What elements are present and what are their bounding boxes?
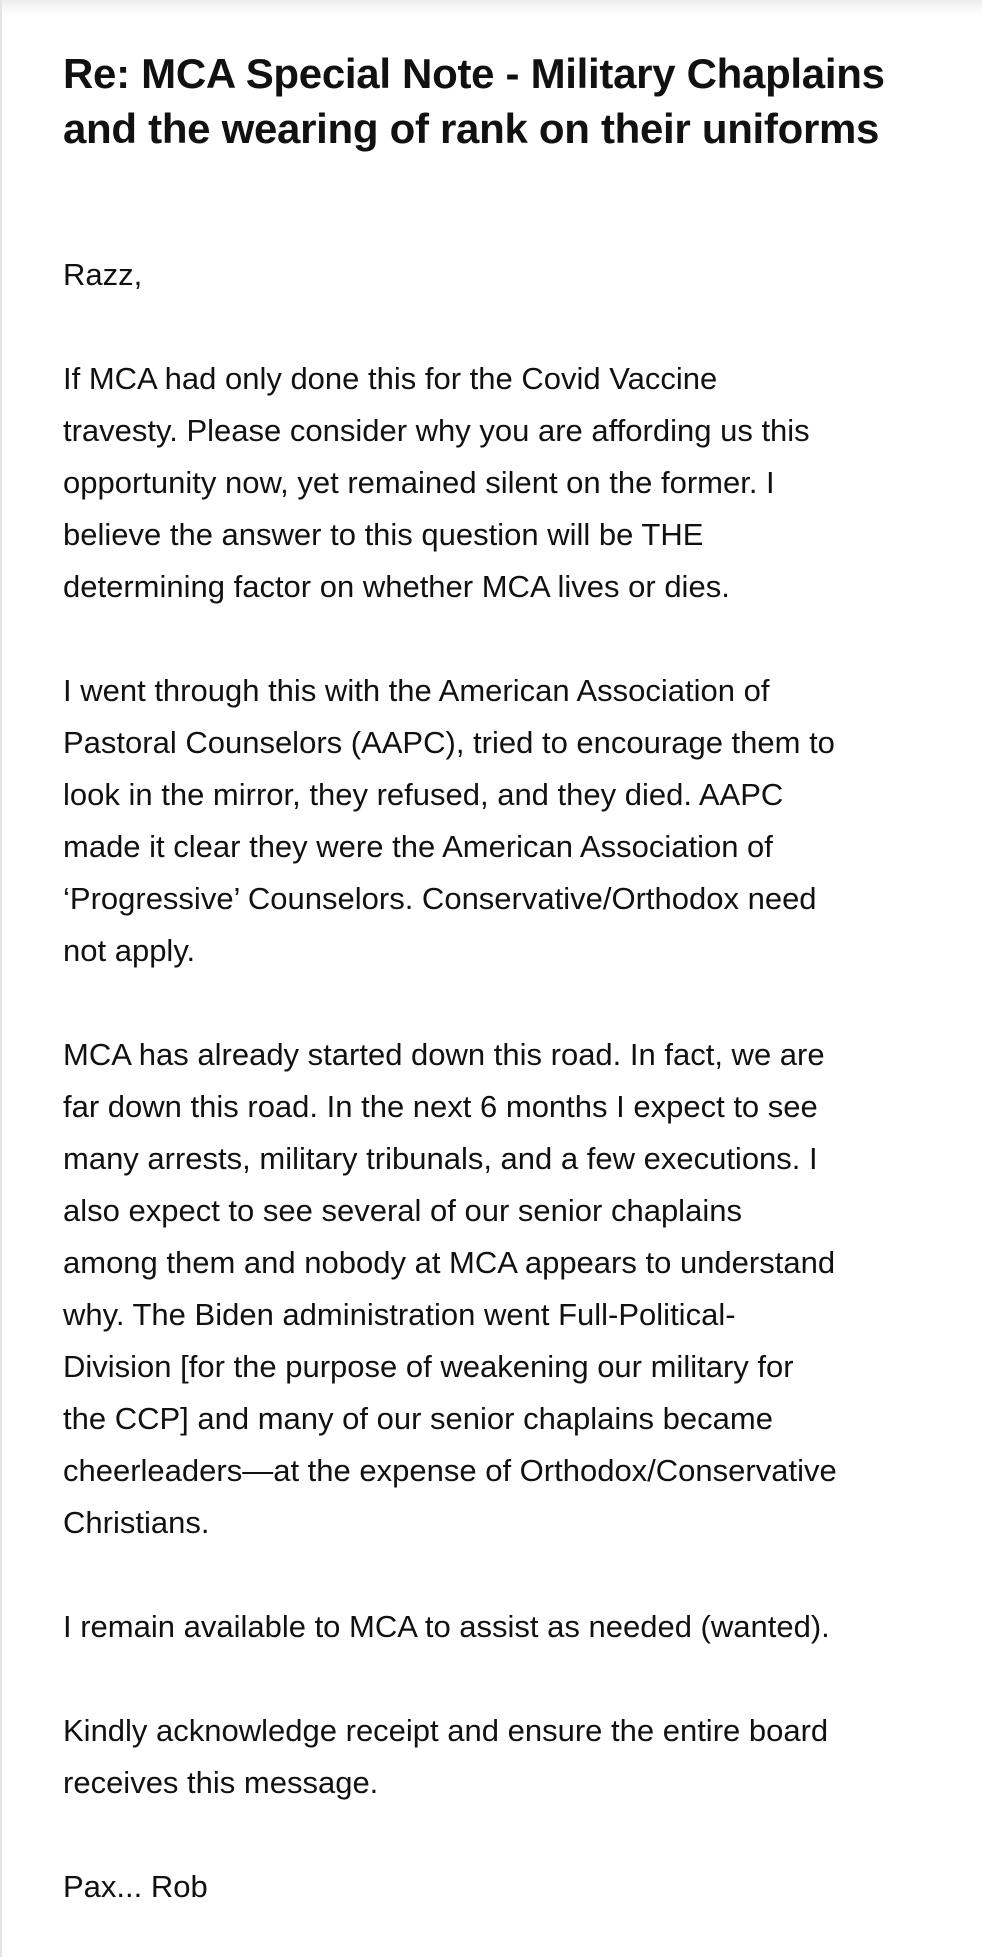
email-message [63,46,933,1913]
email-subject: Re: MCA Special Note - Military Chaplains and the wearing of rank on their uniforms [63,50,885,152]
email-paragraph-4: I remain available to MCA to assist as needed (wanted). [63,1609,830,1644]
left-divider [0,0,2,1957]
email-signoff: Pax... Rob [63,1869,208,1904]
email-paragraph-1: If MCA had only done this for the Covid Vaccine travesty. Please consider why you are affording us this opportunity now, yet remained silent on the former. I believe the answer to this question will be THE determining factor on whether MCA lives or dies. [63,361,810,604]
email-paragraph-5: Kindly acknowledge receipt and ensure the entire board receives this message. [63,1713,829,1800]
email-paragraph-3: MCA has already started down this road. In fact, we are far down this road. In the next 6 months I expect to see many arrests, military tribunals, and a few executions. I also expect to see several of our senior chaplains among them and nobody at MCA appears to understand why. The Biden administration went Full-Political- Division [for the purpose of weakening our military for the CCP] and many of our senior chaplains became cheerleaders—at the expense of Orthodox/Conservative Christians. [63,1037,837,1540]
email-greeting: Razz, [63,257,143,292]
top-edge-shadow [0,0,982,14]
email-body [63,249,933,1913]
email-paragraph-2: I went through this with the American Association of Pastoral Counselors (AAPC), tried to encourage them to look in the mirror, they refused, and they died. AAPC made it clear they were the American Association of ‘Progressive’ Counselors. Conservative/Orthodox need not apply. [63,673,835,968]
